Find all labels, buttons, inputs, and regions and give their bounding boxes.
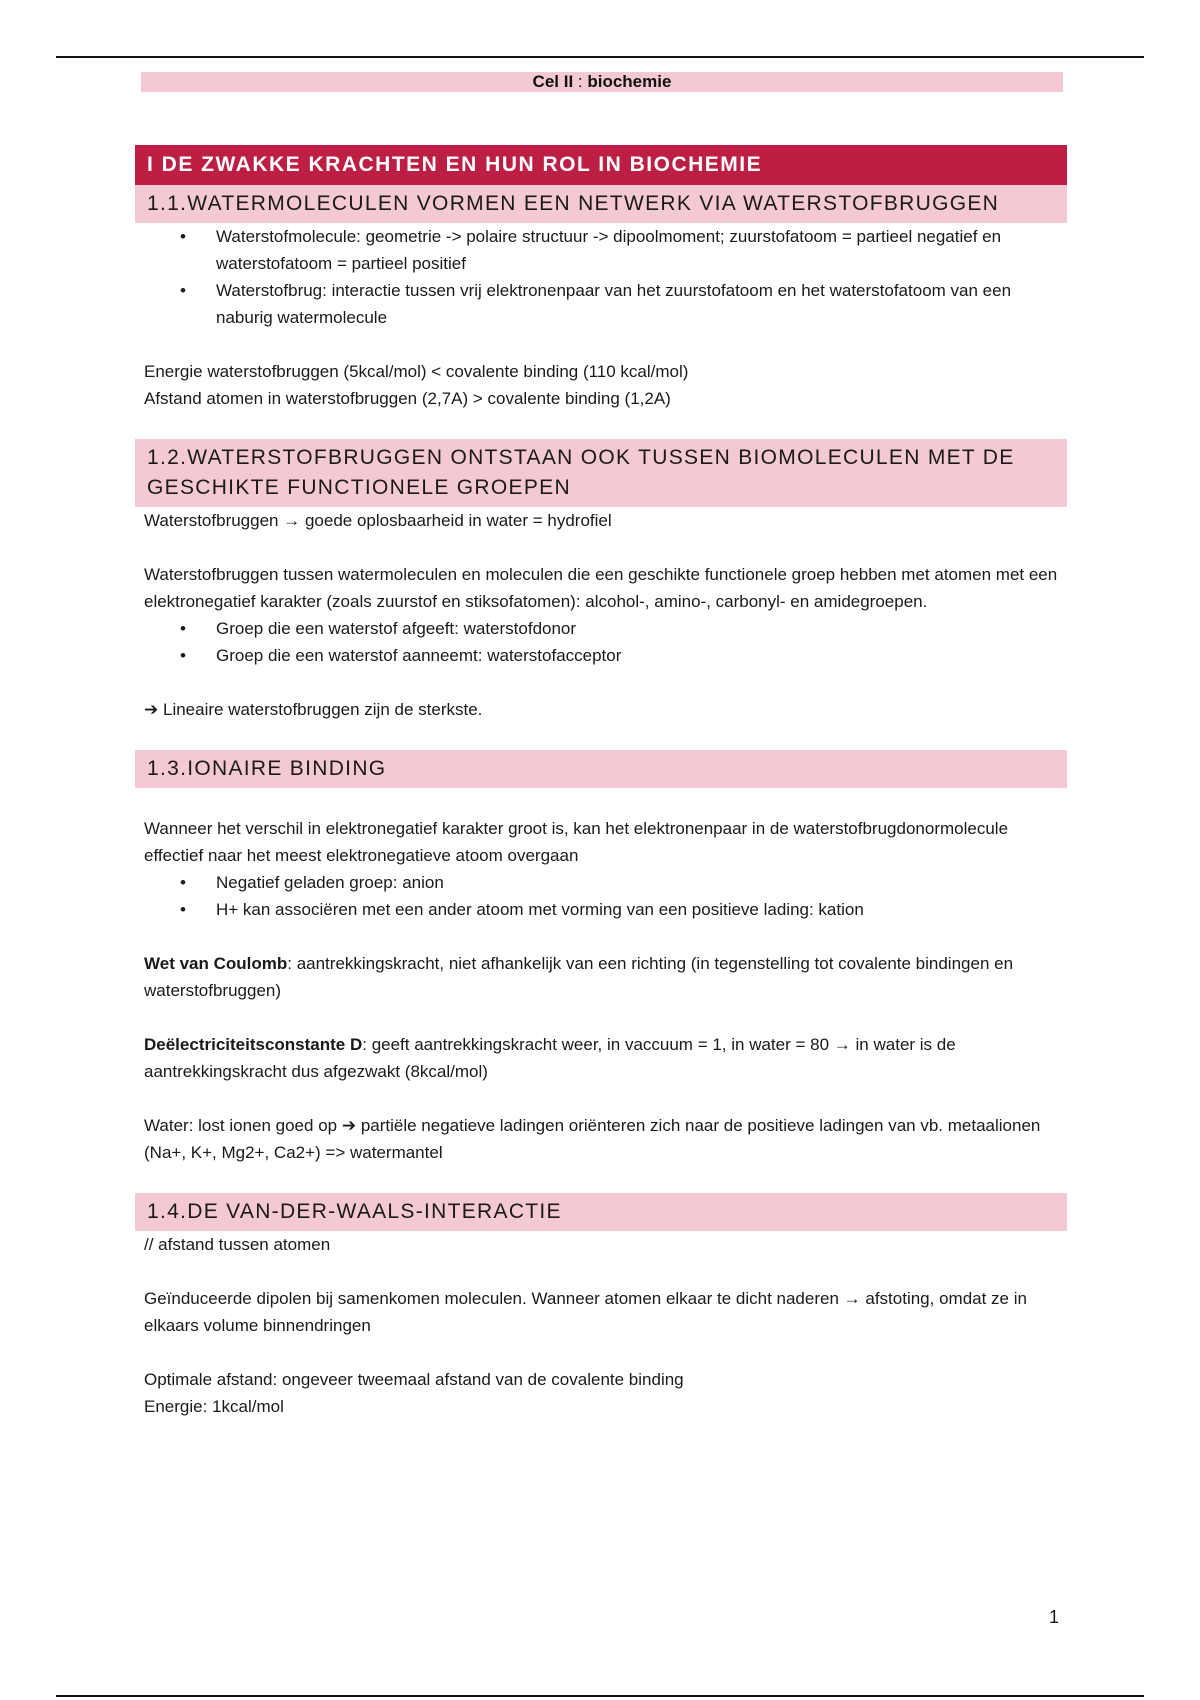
induced-dipole-text: Geïnduceerde dipolen bij samenkomen moleculen. Wanneer atomen elkaar te dicht naderen: [144, 1289, 839, 1308]
section-heading-1-1: 1.1.WATERMOLECULEN VORMEN EEN NETWERK VIA WATERSTOFBRUGGEN: [135, 185, 1067, 223]
bullet-icon: •: [180, 227, 186, 246]
bullet-icon: •: [180, 873, 186, 892]
list-item-text: Groep die een waterstof afgeeft: waterstofdonor: [216, 619, 577, 638]
list-item-text: Waterstofmolecule: geometrie -> polaire structuur -> dipoolmoment; zuurstofatoom = partieel negatief en waterstofatoom = partieel positief: [216, 227, 1002, 273]
header-topic: biochemie: [587, 72, 672, 91]
chapter-heading: I DE ZWAKKE KRACHTEN EN HUN ROL IN BIOCHEMIE: [135, 145, 1067, 185]
arrow-icon: →: [833, 1035, 851, 1054]
induced-dipole-text-cont: afstoting, omdat ze in elkaars volume binnendringen: [144, 1289, 1027, 1335]
arrow-icon: →: [283, 511, 301, 530]
dielectric-term: Deëlectriciteitsconstante D: [144, 1035, 363, 1054]
arrow-icon: ➔: [144, 700, 159, 719]
vdw-energy-line: Energie: 1kcal/mol: [144, 1397, 284, 1416]
energy-line: Energie waterstofbruggen (5kcal/mol) < covalente binding (110 kcal/mol): [144, 362, 689, 381]
conclusion-text: Lineaire waterstofbruggen zijn de sterkste.: [162, 700, 483, 719]
ionic-paragraph: Wanneer het verschil in elektronegatief karakter groot is, kan het elektronenpaar in de waterstofbrugdonormolecule effectief naar het meest elektronegatieve atoom overgaan: [144, 819, 1009, 865]
page-number: 1: [1049, 1607, 1060, 1627]
solubility-term: Waterstofbruggen: [144, 511, 279, 530]
dielectric-text: : geeft aantrekkingskracht weer, in vaccuum = 1, in water = 80: [362, 1035, 830, 1054]
document-header: [141, 72, 1063, 92]
bullet-icon: •: [180, 281, 186, 300]
conclusion-line: [135, 696, 1067, 723]
bullet-list-1-3: [135, 869, 1067, 923]
coulomb-term: Wet van Coulomb: [144, 954, 288, 973]
dielectric-text-cont: in water is de aantrekkingskracht dus afgezwakt (8kcal/mol): [144, 1035, 956, 1081]
list-item-text: H+ kan associëren met een ander atoom met vorming van een positieve lading: kation: [216, 900, 864, 919]
water-text-cont: partiële negatieve ladingen oriënteren zich naar de positieve ladingen van vb. metaalionen (Na+, K+, Mg2+, Ca2+) => watermantel: [144, 1116, 1041, 1162]
arrow-icon: ➔: [341, 1116, 357, 1135]
list-item-text: Negatief geladen groep: anion: [216, 873, 444, 892]
section-heading-1-3: 1.3.IONAIRE BINDING: [135, 750, 1067, 788]
bullet-list-1-1: [135, 223, 1067, 331]
bullet-icon: •: [180, 646, 186, 665]
water-text: Water: lost ionen goed op: [144, 1116, 338, 1135]
functional-groups-paragraph: Waterstofbruggen tussen watermoleculen en moleculen die een geschikte functionele groep hebben met atomen met een elektronegatief karakter (zoals zuurstof en stiksofatomen): alcohol-, amino-, carbonyl- en amidegroepen.: [144, 565, 1058, 611]
solubility-text: goede oplosbaarheid in water = hydrofiel: [304, 511, 612, 530]
coulomb-text: : aantrekkingskracht, niet afhankelijk van een richting (in tegenstelling tot covalente bindingen en waterstofbruggen): [144, 954, 1014, 1000]
list-item: [135, 615, 1067, 642]
coulomb-paragraph: [135, 950, 1067, 1004]
list-item-text: Groep die een waterstof aanneemt: waterstofacceptor: [216, 646, 622, 665]
bullet-list-1-2: [135, 615, 1067, 669]
bottom-rule: [56, 1695, 1144, 1697]
section-heading-1-4: 1.4.DE VAN-DER-WAALS-INTERACTIE: [135, 1193, 1067, 1231]
list-item: [135, 642, 1067, 669]
header-separator: :: [573, 72, 588, 91]
header-course: Cel II: [532, 72, 574, 91]
distance-note: // afstand tussen atomen: [144, 1235, 331, 1254]
optimal-distance-line: Optimale afstand: ongeveer tweemaal afstand van de covalente binding: [144, 1370, 684, 1389]
bullet-icon: •: [180, 900, 186, 919]
bullet-icon: •: [180, 619, 186, 638]
document-body: [135, 145, 1067, 1420]
top-rule: [56, 56, 1144, 58]
dielectric-paragraph: [135, 1031, 1067, 1085]
section-heading-1-2: 1.2.WATERSTOFBRUGGEN ONTSTAAN OOK TUSSEN BIOMOLECULEN MET DE GESCHIKTE FUNCTIONELE GROEPEN: [135, 439, 1067, 507]
induced-dipole-paragraph: [135, 1285, 1067, 1339]
list-item: [135, 277, 1067, 331]
list-item: [135, 223, 1067, 277]
list-item: [135, 869, 1067, 896]
list-item: [135, 896, 1067, 923]
solubility-line: [135, 507, 1067, 534]
list-item-text: Waterstofbrug: interactie tussen vrij elektronenpaar van het zuurstofatoom en het waterstofatoom van een naburig watermolecule: [216, 281, 1012, 327]
arrow-icon: →: [843, 1289, 861, 1308]
water-paragraph: [135, 1112, 1067, 1166]
distance-line: Afstand atomen in waterstofbruggen (2,7A) > covalente binding (1,2A): [144, 389, 671, 408]
